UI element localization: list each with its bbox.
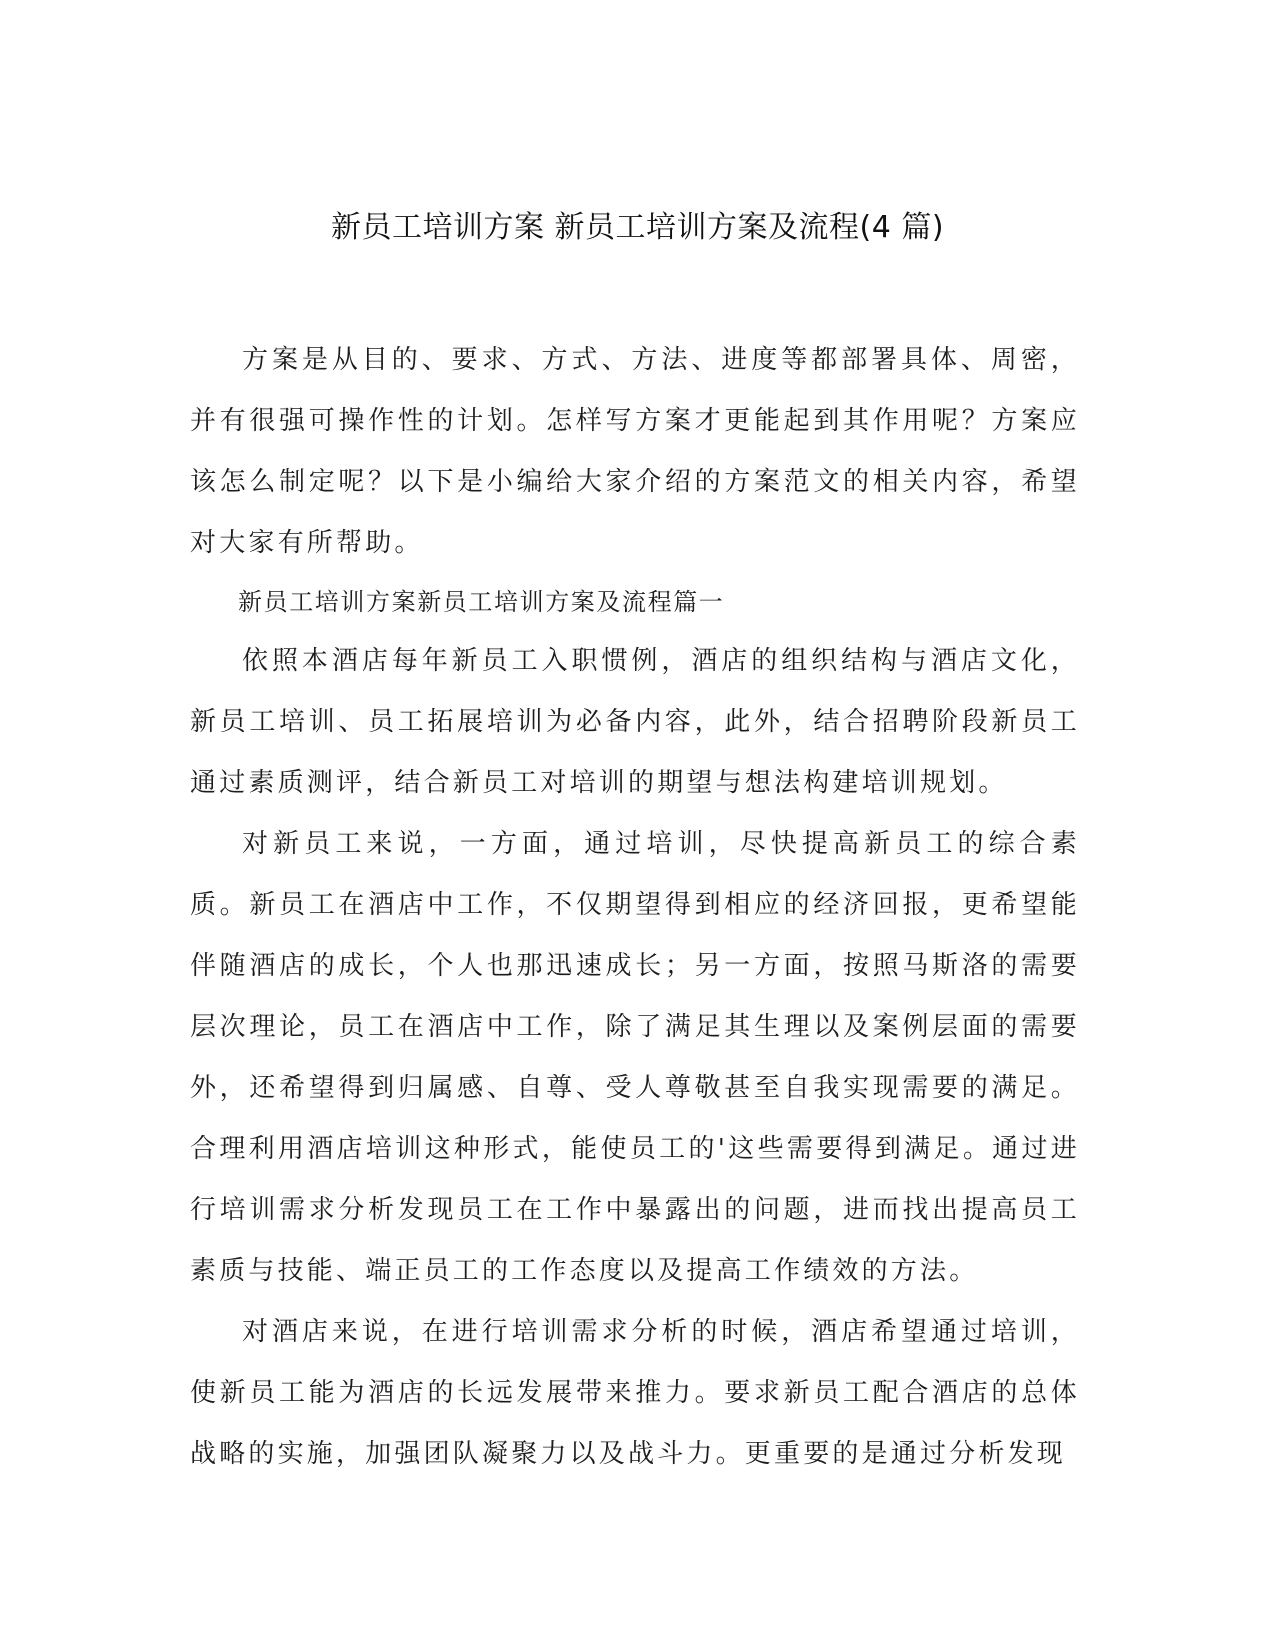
intro-paragraph: 方案是从目的、要求、方式、方法、进度等都部署具体、周密，并有很强可操作性的计划。怎样写方案才更能起到其作用呢？方案应该怎么制定呢？以下是小编给大家介绍的方案范文的相关内容，希望对大家有所帮助。 [190, 345, 1080, 558]
section-heading: 新员工培训方案新员工培训方案及流程篇一 [238, 588, 725, 616]
document-title: 新员工培训方案 新员工培训方案及流程(4 篇) [330, 210, 945, 245]
body-paragraph: 对新员工来说，一方面，通过培训，尽快提高新员工的综合素质。新员工在酒店中工作，不仅期望得到相应的经济回报，更希望能伴随酒店的成长，个人也那迅速成长；另一方面，按照马斯洛的需要层次理论，员工在酒店中工作，除了满足其生理以及案例层面的需要外，还希望得到归属感、自尊、受人尊敬甚至自我实现需要的满足。合理利用酒店培训这种形式，能使员工的'这些需要得到满足。通过进行培训需求分析发现员工在工作中暴露出的问题，进而找出提高员工素质与技能、端正员工的工作态度以及提高工作绩效的方法。 [190, 829, 1080, 1286]
body-paragraph: 对酒店来说，在进行培训需求分析的时候，酒店希望通过培训，使新员工能为酒店的长远发展带来推力。要求新员工配合酒店的总体战略的实施，加强团队凝聚力以及战斗力。更重要的是通过分析发现 [190, 1317, 1080, 1469]
document-body [190, 330, 1080, 1485]
body-paragraph: 依照本酒店每年新员工入职惯例，酒店的组织结构与酒店文化，新员工培训、员工拓展培训为必备内容，此外，结合招聘阶段新员工通过素质测评，结合新员工对培训的期望与想法构建培训规划。 [190, 646, 1080, 798]
